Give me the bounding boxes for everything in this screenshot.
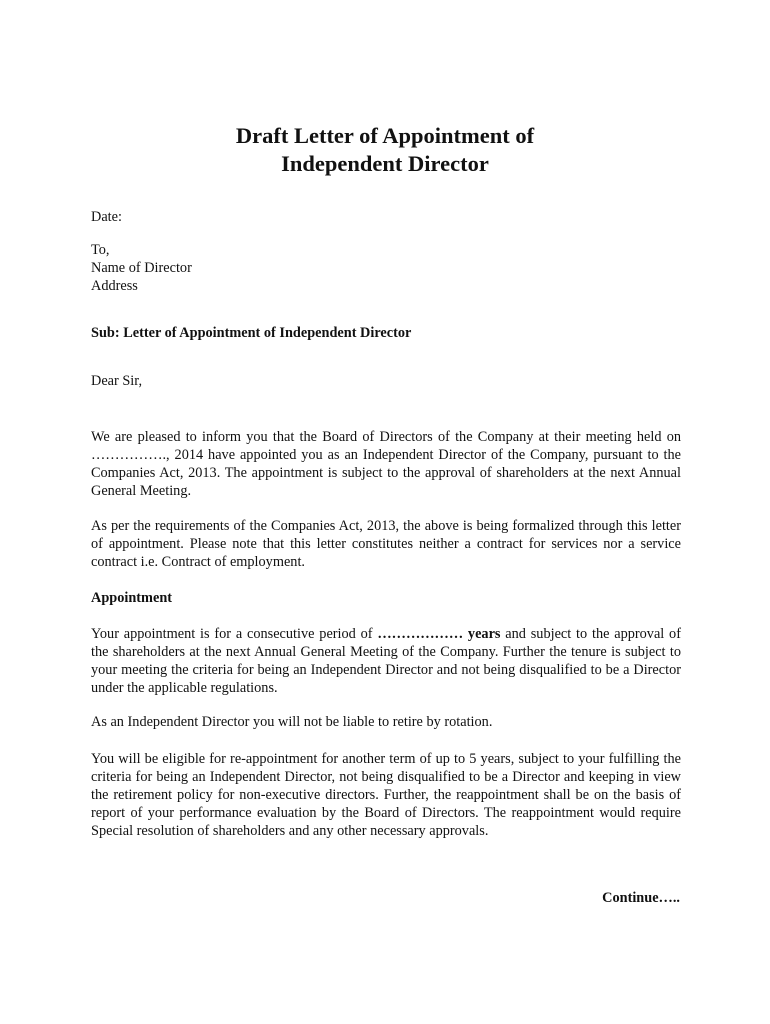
title-line-2: Independent Director: [281, 151, 489, 176]
term-text-end: and subject to the approval of the shareholders at the next Annual General Meeting of the Company. Further the tenure is subject to your meeting the criteria for being an Independent Director and not being disqualified to be a Director under the applicable regulations.: [91, 626, 681, 696]
recipient-address: [91, 241, 681, 295]
appointment-heading: Appointment: [91, 590, 173, 606]
document-title: [0, 122, 770, 178]
continue-marker: Continue…..: [602, 890, 680, 906]
paragraph-appointment-term: [91, 625, 681, 697]
term-years-blank: ……………… years: [377, 626, 501, 642]
subject-line: Sub: Letter of Appointment of Independent Director: [91, 325, 412, 341]
term-text-start: Your appointment is for a consecutive period of: [91, 626, 378, 642]
address-name: Name of Director: [91, 260, 192, 276]
paragraph-rotation: As an Independent Director you will not be liable to retire by rotation.: [91, 714, 493, 730]
date-field: Date:: [91, 209, 122, 225]
paragraph-board-appointment: We are pleased to inform you that the Board of Directors of the Company at their meeting held on ……………., 2014 have appointed you as an Independent Director of the Company, pursuant to the Companies Act, 2013. The appointment is subject to the approval of shareholders at the next Annual General Meeting.: [91, 429, 681, 499]
address-to: To,: [91, 242, 110, 258]
salutation: Dear Sir,: [91, 373, 143, 389]
paragraph-formalization: As per the requirements of the Companies Act, 2013, the above is being formalized through this letter of appointment. Please note that this letter constitutes neither a contract for services nor a service contract i.e. Contract of employment.: [91, 518, 681, 570]
title-line-1: Draft Letter of Appointment of: [235, 123, 535, 148]
paragraph-reappointment: You will be eligible for re-appointment for another term of up to 5 years, subject to your fulfilling the criteria for being an Independent Director, not being disqualified to be a Director and keeping in view the retirement policy for non-executive directors. Further, the reappointment shall be on the basis of report of your performance evaluation by the Board of Directors. The reappointment would require Special resolution of shareholders and any other necessary approvals.: [91, 751, 681, 839]
address-line: Address: [91, 278, 138, 294]
